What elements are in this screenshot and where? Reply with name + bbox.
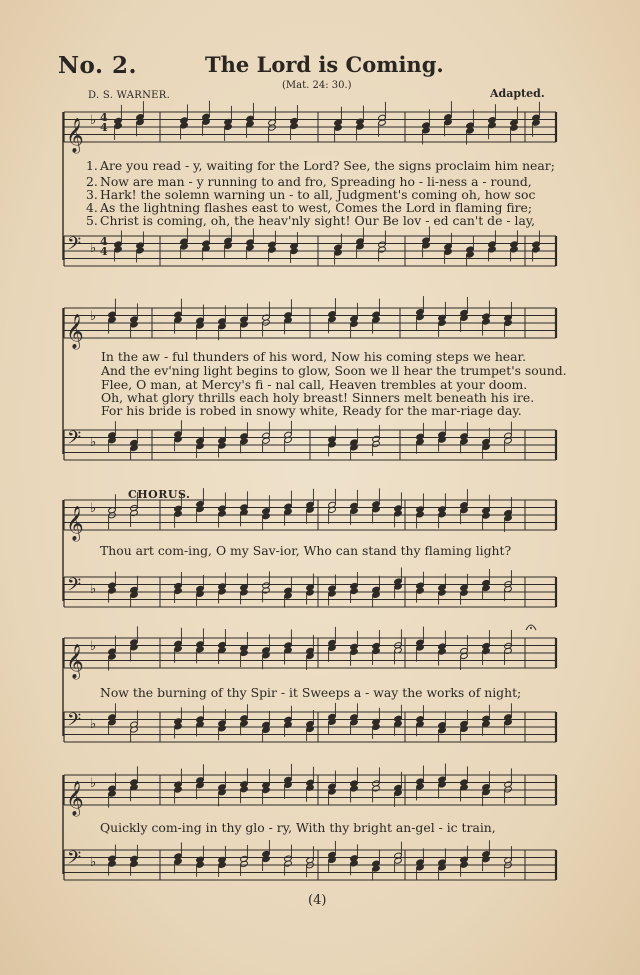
treble-clef-icon: 𝄞: [66, 644, 84, 679]
flat-sign-icon: ♭: [90, 309, 97, 324]
time-signature: 4: [100, 111, 108, 124]
chorus-line: Thou art com-ing, O my Sav-ior, Who can stand thy flaming light?: [100, 543, 512, 558]
bass-clef-icon: 𝄢: [67, 710, 82, 735]
verse-line: Oh, what glory thrills each holy breast! Sinners melt beneath his ire.: [101, 390, 535, 405]
page-number: (4): [308, 893, 327, 908]
chorus-line: Quickly com-ing in thy glo - ry, With thy bright an-gel - ic train,: [100, 820, 496, 835]
flat-sign-icon: ♭: [90, 501, 97, 516]
verse-line: Flee, O man, at Mercy's fi - nal call, Heaven trembles at your doom.: [101, 377, 528, 392]
time-signature: 4: [100, 245, 108, 258]
flat-sign-icon: ♭: [90, 435, 97, 450]
bass-clef-icon: 𝄢: [67, 234, 82, 259]
bass-clef-icon: 𝄢: [67, 428, 82, 453]
chorus-line: Now the burning of thy Spir - it Sweeps a - way the works of night;: [100, 685, 522, 700]
verse-line: 2. Now are man - y running to and fro, Spreading ho - li-ness a - round,: [86, 174, 532, 189]
flat-sign-icon: ♭: [90, 855, 97, 870]
verse-line: 4. As the lightning flashes east to west, Comes the Lord in flaming fire;: [86, 200, 533, 215]
chorus-label: CHORUS.: [128, 488, 191, 501]
treble-clef-icon: 𝄞: [66, 314, 84, 349]
verse-line: For his bride is robed in snowy white, Ready for the mar-riage day.: [101, 403, 522, 418]
verse-line: 5. Christ is coming, oh, the heav'nly sight! Our Be lov - ed can't de - lay,: [86, 213, 536, 228]
time-signature: 4: [100, 121, 108, 134]
treble-clef-icon: 𝄞: [66, 781, 84, 816]
hymn-number: No. 2.: [58, 52, 137, 79]
verse-line: 3. Hark! the solemn warning un - to all, Judgment's coming oh, how soc: [86, 187, 536, 202]
scripture-reference: (Mat. 24: 30.): [282, 80, 352, 91]
bass-clef-icon: 𝄢: [67, 848, 82, 873]
arranger-credit: Adapted.: [490, 87, 545, 100]
time-signature: 4: [100, 235, 108, 248]
hymn-title: The Lord is Coming.: [205, 52, 444, 77]
flat-sign-icon: ♭: [90, 776, 97, 791]
fermata-icon: [530, 627, 532, 629]
verse-line: In the aw - ful thunders of his word, Now his coming steps we hear.: [101, 349, 527, 364]
treble-clef-icon: 𝄞: [66, 118, 84, 153]
flat-sign-icon: ♭: [90, 582, 97, 597]
treble-clef-icon: 𝄞: [66, 506, 84, 541]
verse-line: 1. Are you read - y, waiting for the Lord? See, the signs proclaim him near;: [86, 158, 555, 173]
flat-sign-icon: ♭: [90, 639, 97, 654]
flat-sign-icon: ♭: [90, 717, 97, 732]
composer-credit: D. S. WARNER.: [88, 90, 171, 101]
verse-line: And the ev'ning light begins to glow, Soon we ll hear the trumpet's sound.: [101, 363, 567, 378]
flat-sign-icon: ♭: [90, 241, 97, 256]
flat-sign-icon: ♭: [90, 113, 97, 128]
bass-clef-icon: 𝄢: [67, 575, 82, 600]
